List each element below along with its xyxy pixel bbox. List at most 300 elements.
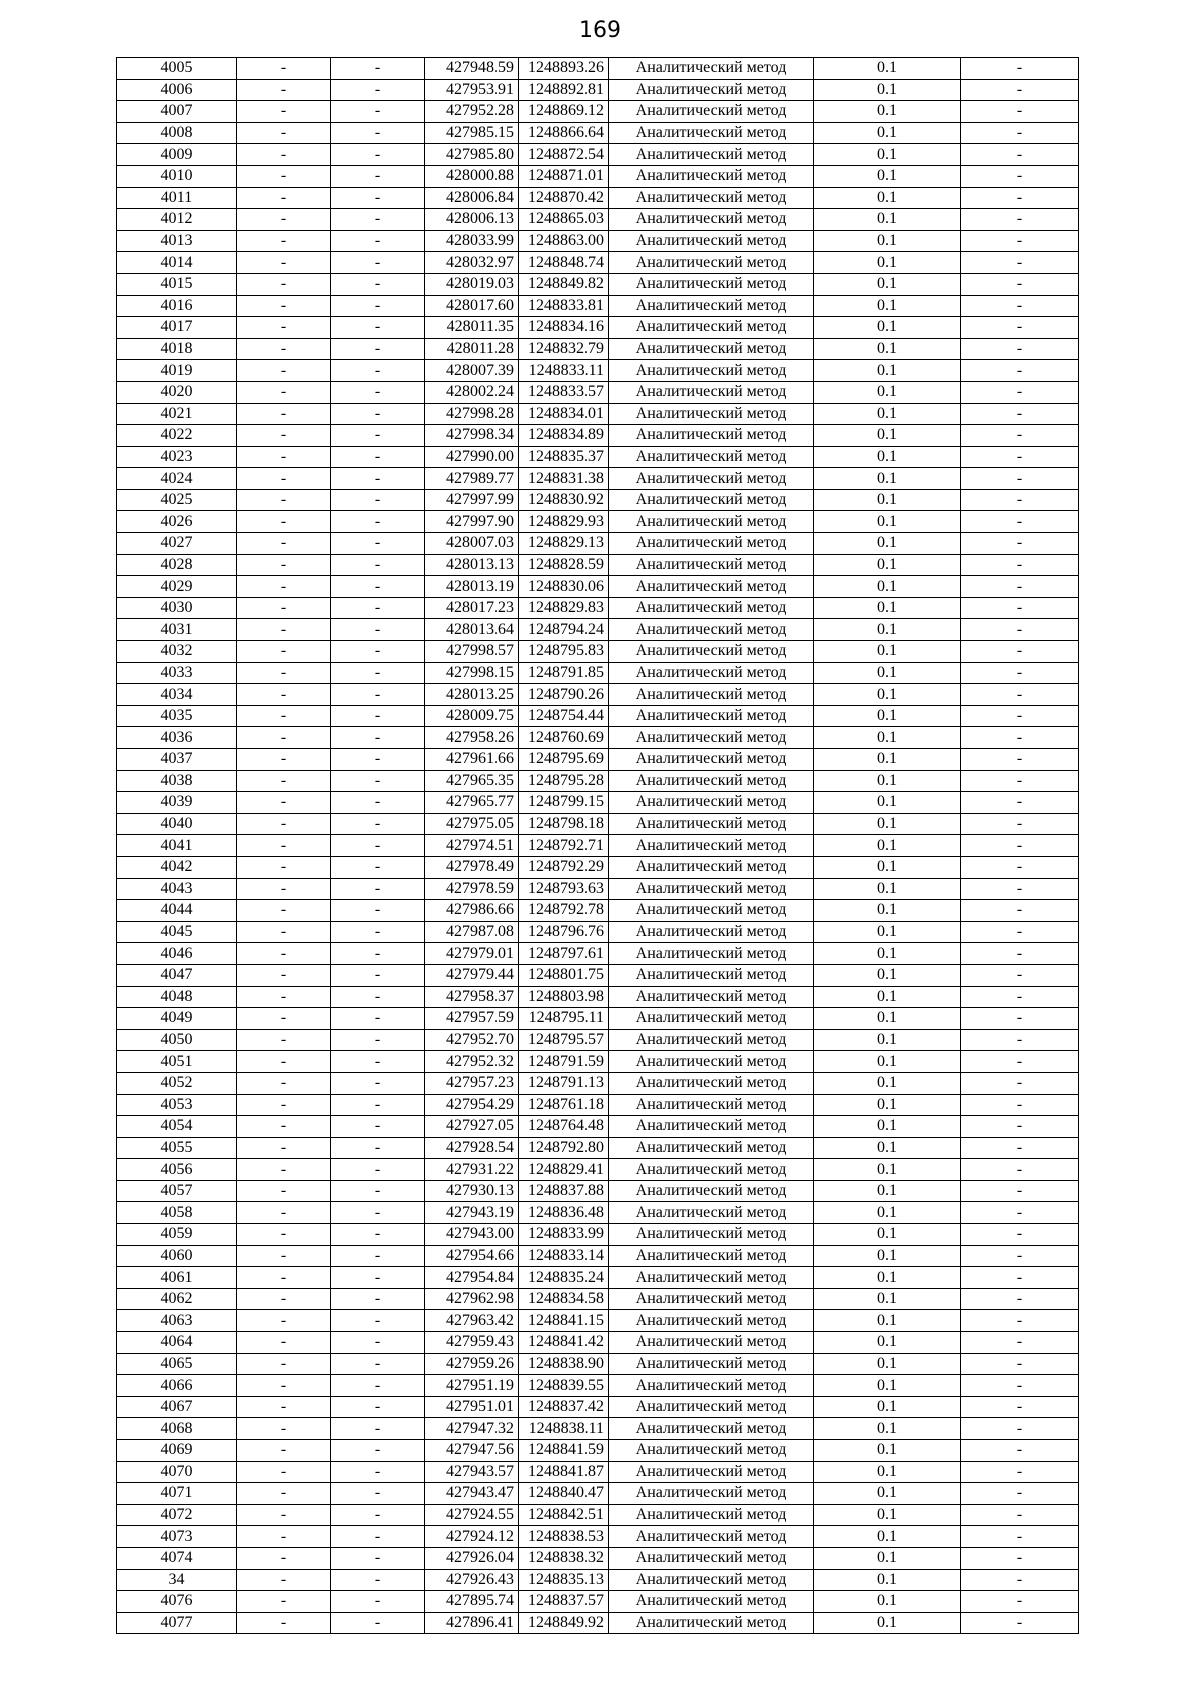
col3-cell: - bbox=[331, 1267, 425, 1289]
method-cell: Аналитический метод bbox=[609, 856, 814, 878]
method-cell: Аналитический метод bbox=[609, 641, 814, 663]
table-row bbox=[117, 1267, 1079, 1289]
table-row bbox=[117, 597, 1079, 619]
x-coordinate-cell: 428000.88 bbox=[425, 165, 519, 187]
method-cell: Аналитический метод bbox=[609, 1051, 814, 1073]
accuracy-cell: 0.1 bbox=[814, 943, 961, 965]
point-number-cell: 4005 bbox=[117, 58, 237, 80]
method-cell: Аналитический метод bbox=[609, 1116, 814, 1138]
table-row bbox=[117, 1332, 1079, 1354]
point-number-cell: 4024 bbox=[117, 468, 237, 490]
y-coordinate-cell: 1248761.18 bbox=[519, 1094, 609, 1116]
point-number-cell: 4032 bbox=[117, 641, 237, 663]
col3-cell: - bbox=[331, 1245, 425, 1267]
col2-cell: - bbox=[237, 1396, 331, 1418]
method-cell: Аналитический метод bbox=[609, 1180, 814, 1202]
col2-cell: - bbox=[237, 1094, 331, 1116]
col8-cell: - bbox=[961, 1396, 1079, 1418]
accuracy-cell: 0.1 bbox=[814, 770, 961, 792]
x-coordinate-cell: 427896.41 bbox=[425, 1612, 519, 1634]
point-number-cell: 4044 bbox=[117, 900, 237, 922]
table-row bbox=[117, 1094, 1079, 1116]
point-number-cell: 4064 bbox=[117, 1332, 237, 1354]
accuracy-cell: 0.1 bbox=[814, 964, 961, 986]
table-row bbox=[117, 1612, 1079, 1634]
col8-cell: - bbox=[961, 792, 1079, 814]
col8-cell: - bbox=[961, 317, 1079, 339]
y-coordinate-cell: 1248839.55 bbox=[519, 1375, 609, 1397]
col8-cell: - bbox=[961, 1224, 1079, 1246]
x-coordinate-cell: 427998.57 bbox=[425, 641, 519, 663]
accuracy-cell: 0.1 bbox=[814, 856, 961, 878]
table-row bbox=[117, 1504, 1079, 1526]
point-number-cell: 4056 bbox=[117, 1159, 237, 1181]
point-number-cell: 4018 bbox=[117, 338, 237, 360]
y-coordinate-cell: 1248835.24 bbox=[519, 1267, 609, 1289]
col2-cell: - bbox=[237, 1116, 331, 1138]
col8-cell: - bbox=[961, 338, 1079, 360]
y-coordinate-cell: 1248866.64 bbox=[519, 122, 609, 144]
x-coordinate-cell: 427965.35 bbox=[425, 770, 519, 792]
accuracy-cell: 0.1 bbox=[814, 295, 961, 317]
col2-cell: - bbox=[237, 921, 331, 943]
accuracy-cell: 0.1 bbox=[814, 230, 961, 252]
y-coordinate-cell: 1248828.59 bbox=[519, 554, 609, 576]
table-row bbox=[117, 446, 1079, 468]
col8-cell: - bbox=[961, 1418, 1079, 1440]
y-coordinate-cell: 1248838.32 bbox=[519, 1547, 609, 1569]
x-coordinate-cell: 428013.64 bbox=[425, 619, 519, 641]
point-number-cell: 4037 bbox=[117, 749, 237, 771]
point-number-cell: 4009 bbox=[117, 144, 237, 166]
col3-cell: - bbox=[331, 576, 425, 598]
col2-cell: - bbox=[237, 554, 331, 576]
col2-cell: - bbox=[237, 770, 331, 792]
col8-cell: - bbox=[961, 900, 1079, 922]
col3-cell: - bbox=[331, 641, 425, 663]
x-coordinate-cell: 427953.91 bbox=[425, 79, 519, 101]
x-coordinate-cell: 428007.39 bbox=[425, 360, 519, 382]
accuracy-cell: 0.1 bbox=[814, 273, 961, 295]
point-number-cell: 4021 bbox=[117, 403, 237, 425]
col3-cell: - bbox=[331, 360, 425, 382]
col3-cell: - bbox=[331, 705, 425, 727]
y-coordinate-cell: 1248794.24 bbox=[519, 619, 609, 641]
y-coordinate-cell: 1248841.59 bbox=[519, 1440, 609, 1462]
col2-cell: - bbox=[237, 209, 331, 231]
col2-cell: - bbox=[237, 338, 331, 360]
y-coordinate-cell: 1248793.63 bbox=[519, 878, 609, 900]
method-cell: Аналитический метод bbox=[609, 58, 814, 80]
method-cell: Аналитический метод bbox=[609, 597, 814, 619]
point-number-cell: 4055 bbox=[117, 1137, 237, 1159]
point-number-cell: 4036 bbox=[117, 727, 237, 749]
y-coordinate-cell: 1248849.92 bbox=[519, 1612, 609, 1634]
col3-cell: - bbox=[331, 295, 425, 317]
accuracy-cell: 0.1 bbox=[814, 749, 961, 771]
y-coordinate-cell: 1248792.29 bbox=[519, 856, 609, 878]
point-number-cell: 4066 bbox=[117, 1375, 237, 1397]
point-number-cell: 4067 bbox=[117, 1396, 237, 1418]
accuracy-cell: 0.1 bbox=[814, 165, 961, 187]
point-number-cell: 4053 bbox=[117, 1094, 237, 1116]
x-coordinate-cell: 428013.13 bbox=[425, 554, 519, 576]
y-coordinate-cell: 1248835.13 bbox=[519, 1569, 609, 1591]
col2-cell: - bbox=[237, 900, 331, 922]
x-coordinate-cell: 427974.51 bbox=[425, 835, 519, 857]
x-coordinate-cell: 427997.99 bbox=[425, 489, 519, 511]
col2-cell: - bbox=[237, 1353, 331, 1375]
col3-cell: - bbox=[331, 964, 425, 986]
col2-cell: - bbox=[237, 792, 331, 814]
method-cell: Аналитический метод bbox=[609, 273, 814, 295]
col8-cell: - bbox=[961, 1267, 1079, 1289]
y-coordinate-cell: 1248841.15 bbox=[519, 1310, 609, 1332]
col8-cell: - bbox=[961, 1245, 1079, 1267]
col2-cell: - bbox=[237, 1483, 331, 1505]
col3-cell: - bbox=[331, 1396, 425, 1418]
y-coordinate-cell: 1248760.69 bbox=[519, 727, 609, 749]
accuracy-cell: 0.1 bbox=[814, 511, 961, 533]
x-coordinate-cell: 427954.29 bbox=[425, 1094, 519, 1116]
table-row bbox=[117, 684, 1079, 706]
x-coordinate-cell: 427943.19 bbox=[425, 1202, 519, 1224]
method-cell: Аналитический метод bbox=[609, 1612, 814, 1634]
col2-cell: - bbox=[237, 1245, 331, 1267]
table-row bbox=[117, 489, 1079, 511]
point-number-cell: 4033 bbox=[117, 662, 237, 684]
x-coordinate-cell: 428017.60 bbox=[425, 295, 519, 317]
point-number-cell: 4072 bbox=[117, 1504, 237, 1526]
col8-cell: - bbox=[961, 597, 1079, 619]
col8-cell: - bbox=[961, 1116, 1079, 1138]
y-coordinate-cell: 1248797.61 bbox=[519, 943, 609, 965]
method-cell: Аналитический метод bbox=[609, 1396, 814, 1418]
y-coordinate-cell: 1248833.99 bbox=[519, 1224, 609, 1246]
accuracy-cell: 0.1 bbox=[814, 338, 961, 360]
point-number-cell: 4010 bbox=[117, 165, 237, 187]
y-coordinate-cell: 1248791.13 bbox=[519, 1072, 609, 1094]
col2-cell: - bbox=[237, 705, 331, 727]
method-cell: Аналитический метод bbox=[609, 619, 814, 641]
col8-cell: - bbox=[961, 576, 1079, 598]
table-row bbox=[117, 1137, 1079, 1159]
table-row bbox=[117, 792, 1079, 814]
y-coordinate-cell: 1248833.57 bbox=[519, 381, 609, 403]
accuracy-cell: 0.1 bbox=[814, 1051, 961, 1073]
table-row bbox=[117, 1483, 1079, 1505]
table-row bbox=[117, 165, 1079, 187]
x-coordinate-cell: 427947.56 bbox=[425, 1440, 519, 1462]
col8-cell: - bbox=[961, 1461, 1079, 1483]
x-coordinate-cell: 428006.84 bbox=[425, 187, 519, 209]
col8-cell: - bbox=[961, 58, 1079, 80]
x-coordinate-cell: 427927.05 bbox=[425, 1116, 519, 1138]
x-coordinate-cell: 427986.66 bbox=[425, 900, 519, 922]
method-cell: Аналитический метод bbox=[609, 1353, 814, 1375]
point-number-cell: 4059 bbox=[117, 1224, 237, 1246]
accuracy-cell: 0.1 bbox=[814, 878, 961, 900]
x-coordinate-cell: 427962.98 bbox=[425, 1288, 519, 1310]
col2-cell: - bbox=[237, 381, 331, 403]
y-coordinate-cell: 1248795.69 bbox=[519, 749, 609, 771]
col3-cell: - bbox=[331, 597, 425, 619]
point-number-cell: 4017 bbox=[117, 317, 237, 339]
accuracy-cell: 0.1 bbox=[814, 1353, 961, 1375]
table-row bbox=[117, 273, 1079, 295]
method-cell: Аналитический метод bbox=[609, 1591, 814, 1613]
col2-cell: - bbox=[237, 403, 331, 425]
col2-cell: - bbox=[237, 58, 331, 80]
col2-cell: - bbox=[237, 252, 331, 274]
x-coordinate-cell: 427951.19 bbox=[425, 1375, 519, 1397]
x-coordinate-cell: 428007.03 bbox=[425, 533, 519, 555]
col8-cell: - bbox=[961, 1547, 1079, 1569]
accuracy-cell: 0.1 bbox=[814, 705, 961, 727]
col2-cell: - bbox=[237, 1267, 331, 1289]
table-row bbox=[117, 1116, 1079, 1138]
y-coordinate-cell: 1248849.82 bbox=[519, 273, 609, 295]
table-row bbox=[117, 144, 1079, 166]
col3-cell: - bbox=[331, 1094, 425, 1116]
col8-cell: - bbox=[961, 1288, 1079, 1310]
accuracy-cell: 0.1 bbox=[814, 641, 961, 663]
method-cell: Аналитический метод bbox=[609, 1137, 814, 1159]
col2-cell: - bbox=[237, 943, 331, 965]
table-row bbox=[117, 641, 1079, 663]
col3-cell: - bbox=[331, 943, 425, 965]
col3-cell: - bbox=[331, 1591, 425, 1613]
y-coordinate-cell: 1248863.00 bbox=[519, 230, 609, 252]
col8-cell: - bbox=[961, 230, 1079, 252]
col3-cell: - bbox=[331, 101, 425, 123]
col8-cell: - bbox=[961, 1569, 1079, 1591]
method-cell: Аналитический метод bbox=[609, 792, 814, 814]
col8-cell: - bbox=[961, 295, 1079, 317]
col2-cell: - bbox=[237, 295, 331, 317]
col8-cell: - bbox=[961, 122, 1079, 144]
y-coordinate-cell: 1248790.26 bbox=[519, 684, 609, 706]
table-row bbox=[117, 122, 1079, 144]
col2-cell: - bbox=[237, 619, 331, 641]
col3-cell: - bbox=[331, 813, 425, 835]
col8-cell: - bbox=[961, 1332, 1079, 1354]
x-coordinate-cell: 428017.23 bbox=[425, 597, 519, 619]
col8-cell: - bbox=[961, 511, 1079, 533]
point-number-cell: 4029 bbox=[117, 576, 237, 598]
x-coordinate-cell: 427954.84 bbox=[425, 1267, 519, 1289]
method-cell: Аналитический метод bbox=[609, 878, 814, 900]
col3-cell: - bbox=[331, 684, 425, 706]
point-number-cell: 4006 bbox=[117, 79, 237, 101]
col2-cell: - bbox=[237, 122, 331, 144]
point-number-cell: 34 bbox=[117, 1569, 237, 1591]
col3-cell: - bbox=[331, 1051, 425, 1073]
y-coordinate-cell: 1248829.83 bbox=[519, 597, 609, 619]
col8-cell: - bbox=[961, 1310, 1079, 1332]
table-row bbox=[117, 209, 1079, 231]
col3-cell: - bbox=[331, 1072, 425, 1094]
point-number-cell: 4020 bbox=[117, 381, 237, 403]
col3-cell: - bbox=[331, 1332, 425, 1354]
col2-cell: - bbox=[237, 597, 331, 619]
method-cell: Аналитический метод bbox=[609, 576, 814, 598]
col8-cell: - bbox=[961, 641, 1079, 663]
point-number-cell: 4027 bbox=[117, 533, 237, 555]
accuracy-cell: 0.1 bbox=[814, 900, 961, 922]
method-cell: Аналитический метод bbox=[609, 230, 814, 252]
col3-cell: - bbox=[331, 1116, 425, 1138]
method-cell: Аналитический метод bbox=[609, 1569, 814, 1591]
point-number-cell: 4012 bbox=[117, 209, 237, 231]
col2-cell: - bbox=[237, 317, 331, 339]
accuracy-cell: 0.1 bbox=[814, 597, 961, 619]
x-coordinate-cell: 427928.54 bbox=[425, 1137, 519, 1159]
point-number-cell: 4023 bbox=[117, 446, 237, 468]
x-coordinate-cell: 427985.80 bbox=[425, 144, 519, 166]
col3-cell: - bbox=[331, 79, 425, 101]
col8-cell: - bbox=[961, 619, 1079, 641]
col2-cell: - bbox=[237, 79, 331, 101]
x-coordinate-cell: 428011.28 bbox=[425, 338, 519, 360]
x-coordinate-cell: 427952.28 bbox=[425, 101, 519, 123]
point-number-cell: 4048 bbox=[117, 986, 237, 1008]
point-number-cell: 4035 bbox=[117, 705, 237, 727]
col8-cell: - bbox=[961, 813, 1079, 835]
method-cell: Аналитический метод bbox=[609, 900, 814, 922]
table-row bbox=[117, 1526, 1079, 1548]
col8-cell: - bbox=[961, 1591, 1079, 1613]
y-coordinate-cell: 1248841.42 bbox=[519, 1332, 609, 1354]
point-number-cell: 4040 bbox=[117, 813, 237, 835]
y-coordinate-cell: 1248791.59 bbox=[519, 1051, 609, 1073]
method-cell: Аналитический метод bbox=[609, 921, 814, 943]
x-coordinate-cell: 427998.15 bbox=[425, 662, 519, 684]
col2-cell: - bbox=[237, 641, 331, 663]
col2-cell: - bbox=[237, 986, 331, 1008]
table-row bbox=[117, 360, 1079, 382]
point-number-cell: 4076 bbox=[117, 1591, 237, 1613]
col8-cell: - bbox=[961, 662, 1079, 684]
method-cell: Аналитический метод bbox=[609, 79, 814, 101]
col8-cell: - bbox=[961, 878, 1079, 900]
table-row bbox=[117, 1418, 1079, 1440]
col2-cell: - bbox=[237, 446, 331, 468]
x-coordinate-cell: 427987.08 bbox=[425, 921, 519, 943]
accuracy-cell: 0.1 bbox=[814, 727, 961, 749]
table-row bbox=[117, 878, 1079, 900]
table-row bbox=[117, 1310, 1079, 1332]
col3-cell: - bbox=[331, 1418, 425, 1440]
col2-cell: - bbox=[237, 662, 331, 684]
accuracy-cell: 0.1 bbox=[814, 1504, 961, 1526]
col2-cell: - bbox=[237, 165, 331, 187]
coordinates-table bbox=[116, 57, 1079, 1634]
point-number-cell: 4051 bbox=[117, 1051, 237, 1073]
accuracy-cell: 0.1 bbox=[814, 252, 961, 274]
y-coordinate-cell: 1248865.03 bbox=[519, 209, 609, 231]
accuracy-cell: 0.1 bbox=[814, 986, 961, 1008]
col3-cell: - bbox=[331, 468, 425, 490]
col3-cell: - bbox=[331, 338, 425, 360]
y-coordinate-cell: 1248830.06 bbox=[519, 576, 609, 598]
point-number-cell: 4050 bbox=[117, 1029, 237, 1051]
accuracy-cell: 0.1 bbox=[814, 1094, 961, 1116]
x-coordinate-cell: 427958.37 bbox=[425, 986, 519, 1008]
point-number-cell: 4049 bbox=[117, 1008, 237, 1030]
accuracy-cell: 0.1 bbox=[814, 468, 961, 490]
point-number-cell: 4007 bbox=[117, 101, 237, 123]
table-row bbox=[117, 338, 1079, 360]
x-coordinate-cell: 427926.04 bbox=[425, 1547, 519, 1569]
col3-cell: - bbox=[331, 1612, 425, 1634]
col8-cell: - bbox=[961, 425, 1079, 447]
col2-cell: - bbox=[237, 964, 331, 986]
table-row bbox=[117, 1051, 1079, 1073]
method-cell: Аналитический метод bbox=[609, 403, 814, 425]
accuracy-cell: 0.1 bbox=[814, 533, 961, 555]
table-row bbox=[117, 1202, 1079, 1224]
y-coordinate-cell: 1248754.44 bbox=[519, 705, 609, 727]
table-row bbox=[117, 705, 1079, 727]
accuracy-cell: 0.1 bbox=[814, 1267, 961, 1289]
point-number-cell: 4038 bbox=[117, 770, 237, 792]
table-row bbox=[117, 1159, 1079, 1181]
x-coordinate-cell: 427979.01 bbox=[425, 943, 519, 965]
y-coordinate-cell: 1248830.92 bbox=[519, 489, 609, 511]
accuracy-cell: 0.1 bbox=[814, 446, 961, 468]
y-coordinate-cell: 1248803.98 bbox=[519, 986, 609, 1008]
accuracy-cell: 0.1 bbox=[814, 792, 961, 814]
col2-cell: - bbox=[237, 813, 331, 835]
col8-cell: - bbox=[961, 381, 1079, 403]
x-coordinate-cell: 427958.26 bbox=[425, 727, 519, 749]
col2-cell: - bbox=[237, 144, 331, 166]
accuracy-cell: 0.1 bbox=[814, 554, 961, 576]
x-coordinate-cell: 427959.26 bbox=[425, 1353, 519, 1375]
point-number-cell: 4022 bbox=[117, 425, 237, 447]
point-number-cell: 4011 bbox=[117, 187, 237, 209]
col3-cell: - bbox=[331, 619, 425, 641]
col8-cell: - bbox=[961, 1008, 1079, 1030]
col8-cell: - bbox=[961, 79, 1079, 101]
col2-cell: - bbox=[237, 1051, 331, 1073]
x-coordinate-cell: 427978.49 bbox=[425, 856, 519, 878]
col2-cell: - bbox=[237, 1029, 331, 1051]
method-cell: Аналитический метод bbox=[609, 1159, 814, 1181]
table-row bbox=[117, 1396, 1079, 1418]
method-cell: Аналитический метод bbox=[609, 1526, 814, 1548]
table-row bbox=[117, 662, 1079, 684]
method-cell: Аналитический метод bbox=[609, 317, 814, 339]
col2-cell: - bbox=[237, 511, 331, 533]
col3-cell: - bbox=[331, 144, 425, 166]
col3-cell: - bbox=[331, 554, 425, 576]
col8-cell: - bbox=[961, 684, 1079, 706]
col8-cell: - bbox=[961, 943, 1079, 965]
y-coordinate-cell: 1248833.11 bbox=[519, 360, 609, 382]
method-cell: Аналитический метод bbox=[609, 1440, 814, 1462]
table-row bbox=[117, 1375, 1079, 1397]
point-number-cell: 4013 bbox=[117, 230, 237, 252]
accuracy-cell: 0.1 bbox=[814, 1526, 961, 1548]
col2-cell: - bbox=[237, 1288, 331, 1310]
y-coordinate-cell: 1248829.41 bbox=[519, 1159, 609, 1181]
table-row bbox=[117, 554, 1079, 576]
table-row bbox=[117, 1440, 1079, 1462]
y-coordinate-cell: 1248841.87 bbox=[519, 1461, 609, 1483]
col8-cell: - bbox=[961, 187, 1079, 209]
